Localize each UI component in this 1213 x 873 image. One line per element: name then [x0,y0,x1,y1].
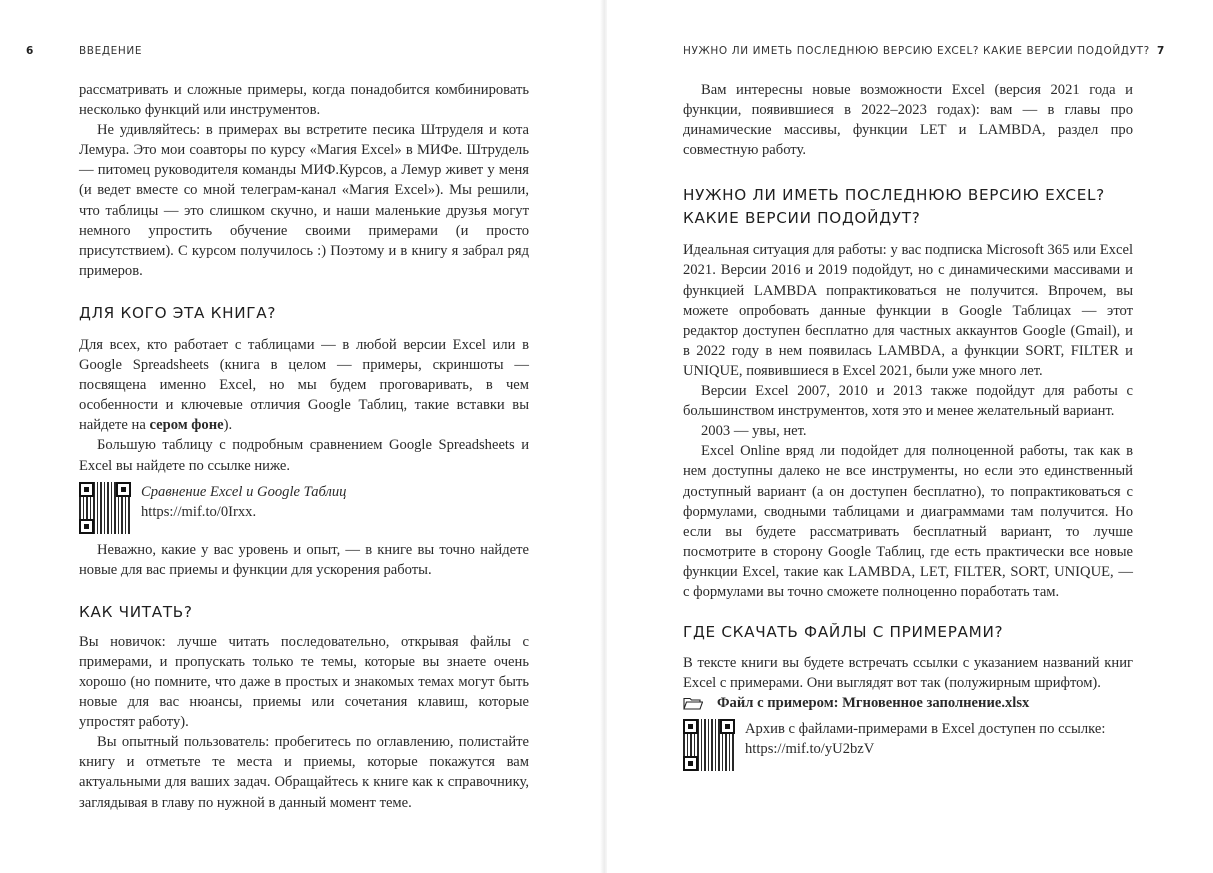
intro-paragraph-2: Не удивляйтесь: в примерах вы встретите песика Штруделя и кота Лемура. Это мои соавторы по курсу «Магия Excel» в МИФе. Штрудель — питомец руководителя команды МИФ.Курсов, а Лемур живет у меня (и ведет вместе со мной телеграм-канал «Магия Excel»). Мы решили, что таблицы — это слишком скучно, и наши маленькие друзья могут немного упростить обучение своими примерами (и просто присутствием). С курсом получилось :) Поэтому и в книгу я забрал ряд примеров. [79,122,529,279]
section-heading-which-versions: НУЖНО ЛИ ИМЕТЬ ПОСЛЕДНЮЮ ВЕРСИЮ EXCEL? КАКИЕ ВЕРСИИ ПОДОЙДУТ? [683,186,1105,228]
qr-code-icon [79,482,131,534]
qr-archive-caption [745,719,1105,759]
qr-archive-text: Архив с файлами-примерами в Excel доступен по ссылке: [745,721,1106,738]
left-text-block [79,80,529,813]
section-2-paragraph-1: Вы новичок: лучше читать последовательно, открывая файлы с примерами, и пропускать только те темы, которые вы знаете очень хорошо (но помните, что даже в простых и знакомых темах могут быть новые для вас нюансы, приемы или сочетания клавиш, которые упростят работу). [79,633,529,731]
qr-comparison-url[interactable]: https://mif.to/0Irxx. [141,503,257,520]
gray-background-bold-text: сером фоне [149,417,224,434]
section-3-paragraph-1: Идеальная ситуация для работы: у вас подписка Microsoft 365 или Excel 2021. Версии 2016 и 2019 подойдут, но с динамическими массивами и функцией LAMBDA попрактиковаться не получится. Впрочем, вы можете опробовать данные функции в Google Таблицах — этот редактор доступен бесплатно для частных аккаунтов Google (Gmail), и в 2022 году в нем появилась LAMBDA, а функции SORT, FILTER и UNIQUE, появившиеся в Excel 2021, были уже много лет. [683,242,1133,379]
running-head-right: НУЖНО ЛИ ИМЕТЬ ПОСЛЕДНЮЮ ВЕРСИЮ EXCEL? КАКИЕ ВЕРСИИ ПОДОЙДУТ? [683,45,1150,57]
section-heading-how-to-read: КАК ЧИТАТЬ? [79,602,193,621]
qr-code-icon [683,719,735,771]
qr-archive-block [683,719,1133,771]
file-example-line [683,693,1133,713]
running-head-left: ВВЕДЕНИЕ [79,45,143,57]
right-page [607,0,1213,873]
qr-comparison-block [79,482,529,534]
section-1-paragraph-1 [79,335,529,435]
section-1-paragraph-1-text: Для всех, кто работает с таблицами — в любой версии Excel или в Google Spreadsheets (книга в целом — примеры, скриншоты — посвящена именно Excel, но мы будем проговаривать, в чем особенности и ключевые отличия Google Таблиц, такие вставки вы найдете на [79,336,529,434]
right-text-block [683,80,1133,771]
qr-comparison-title: Сравнение Excel и Google Таблиц [141,483,347,500]
section-1-paragraph-2: Большую таблицу с подробным сравнением Google Spreadsheets и Excel вы найдете по ссылке ниже. [79,437,529,474]
intro-paragraph-1: рассматривать и сложные примеры, когда понадобится комбинировать несколько функций или инструментов. [79,82,529,119]
section-heading-who-is-this-book-for: ДЛЯ КОГО ЭТА КНИГА? [79,303,277,322]
page-number-left: 6 [26,45,34,57]
qr-comparison-caption [141,482,346,522]
section-4-paragraph-1: В тексте книги вы будете встречать ссылки с указанием названий книг Excel с примерами. Они выглядят вот так (полужирным шрифтом). [683,655,1133,692]
section-3-paragraph-2: Версии Excel 2007, 2010 и 2013 также подойдут для работы с большинством инструментов, хотя это и менее желательный вариант. [683,383,1133,420]
file-example-name: Файл с примером: Мгновенное заполнение.xlsx [717,695,1030,712]
left-page [0,0,603,873]
right-intro-paragraph: Вам интересны новые возможности Excel (версия 2021 года и функции, появившиеся в 2022–2023 годах): вам — в главы про динамические массивы, функции LET и LAMBDA, раздел про совместную работу. [683,82,1133,159]
qr-archive-url[interactable]: https://mif.to/yU2bzV [745,741,875,758]
section-1-paragraph-3: Неважно, какие у вас уровень и опыт, — в книге вы точно найдете новые для вас приемы и функции для ускорения работы. [79,541,529,578]
section-heading-download-examples: ГДЕ СКАЧАТЬ ФАЙЛЫ С ПРИМЕРАМИ? [683,623,1004,642]
section-2-paragraph-2: Вы опытный пользователь: пробегитесь по оглавлению, полистайте книгу и отметьте те места и приемы, которые покажутся вам актуальными для ваших задач. Обращайтесь к книге как к справочнику, заглядывая в главу по нужной в данный момент теме. [79,734,529,811]
section-3-paragraph-3: 2003 — увы, нет. [701,423,807,440]
page-number-right: 7 [1157,45,1165,57]
section-1-paragraph-1-end: ). [223,417,233,434]
folder-icon [683,696,703,710]
section-3-paragraph-4: Excel Online вряд ли подойдет для полноценной работы, так как в нем доступны далеко не все инструменты, но если это единственный доступный вариант (а он доступен бесплатно), то попрактиковаться с формулами, сводными таблицами и диаграммами там получится. Но если вы будете рассматривать бесплатный вариант, то лучше посмотрите в сторону Google Таблиц, где есть практически все новые функции Excel, такие как LAMBDA, LET, FILTER, SORT, UNIQUE, — с формулами вы точно сможете полноценно поработать там. [683,443,1133,600]
